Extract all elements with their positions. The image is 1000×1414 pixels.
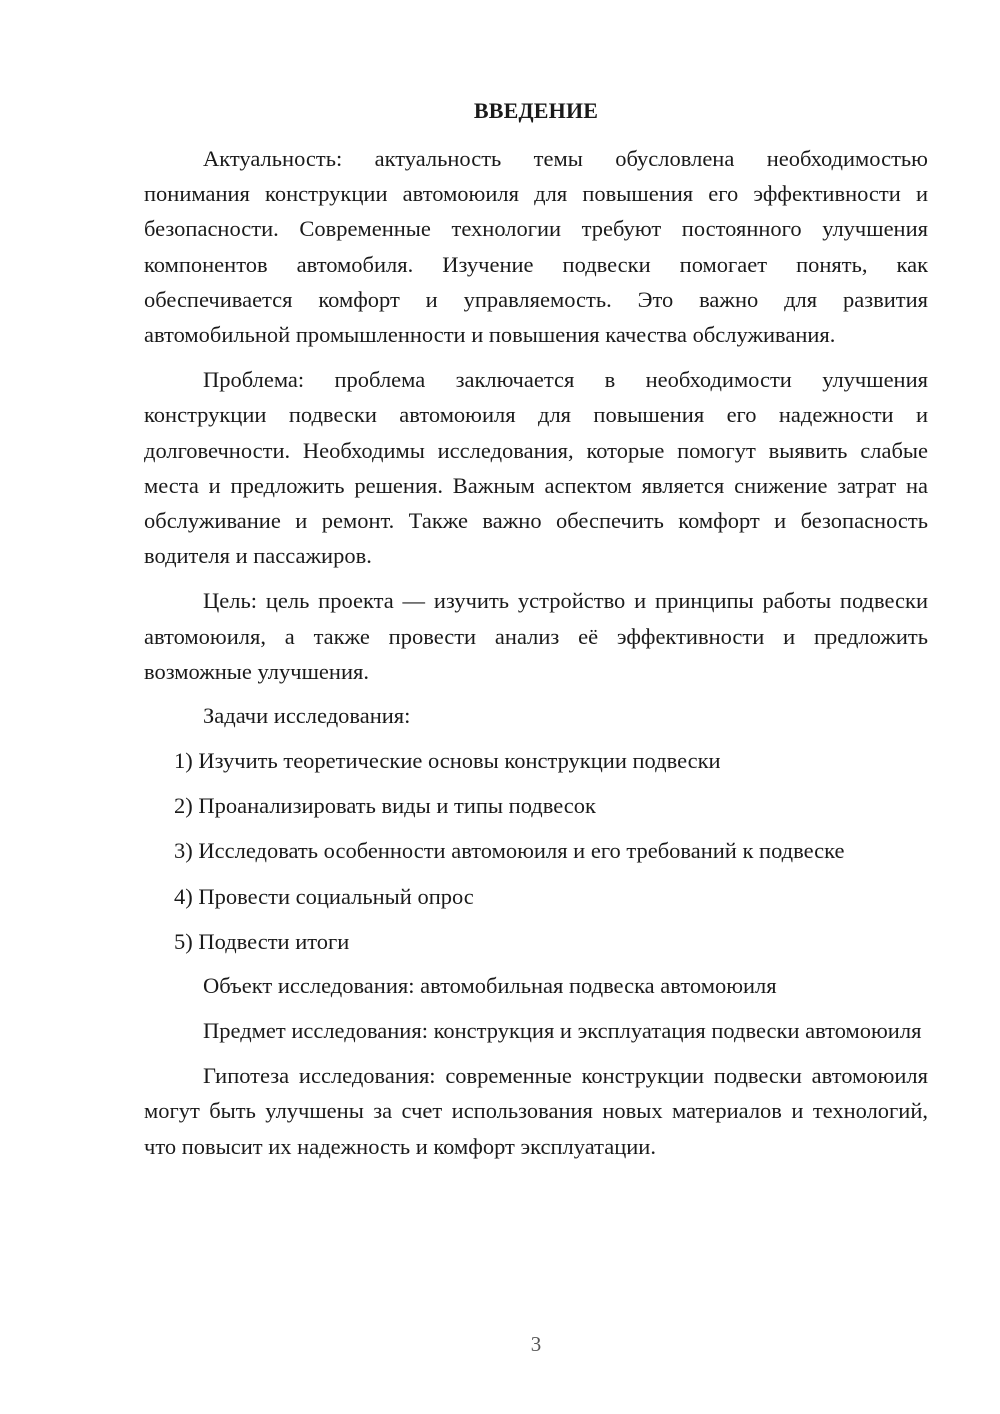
task-item-1: 1) Изучить теоретические основы конструкции подвески [174, 748, 721, 774]
relevance-paragraph: Актуальность: актуальность темы обусловлена необходимостью понимания конструкции автомоюиля для повышения его эффективности и безопасности. Современные технологии требуют постоянного улучшения компонентов автомобиля. Изучение подвески помогает понять, как обеспечивается комфорт и управляемость. Это важно для развития автомобильной промышленности и повышения качества обслуживания. [144, 146, 928, 348]
goal-paragraph: Цель: цель проекта — изучить устройство и принципы работы подвески автомоюиля, а также провести анализ её эффективности и предложить возможные улучшения. [144, 588, 928, 684]
document-body [144, 141, 928, 1164]
problem-paragraph: Проблема: проблема заключается в необходимости улучшения конструкции подвески автомоюиля для повышения его надежности и долговечности. Необходимы исследования, которые помогут выявить слабые места и предложить решения. Важным аспектом является снижение затрат на обслуживание и ремонт. Также важно обеспечить комфорт и безопасность водителя и пассажиров. [144, 367, 928, 569]
tasks-heading: Задачи исследования: [203, 703, 411, 729]
task-item-5: 5) Подвести итоги [174, 928, 350, 954]
object-paragraph: Объект исследования: автомобильная подвеска автомоюиля [203, 973, 777, 999]
page-title: ВВЕДЕНИЕ [473, 98, 599, 123]
task-item-4: 4) Провести социальный опрос [174, 883, 474, 909]
task-item-2: 2) Проанализировать виды и типы подвесок [174, 793, 596, 819]
page-number: 3 [530, 1332, 542, 1356]
subject-paragraph: Предмет исследования: конструкция и эксплуатация подвески автомоюиля [203, 1018, 922, 1044]
task-item-3: 3) Исследовать особенности автомоюиля и его требований к подвеске [174, 838, 845, 864]
hypothesis-paragraph: Гипотеза исследования: современные конструкции подвески автомоюиля могут быть улучшены за счет использования новых материалов и технологий, что повысит их надежность и комфорт эксплуатации. [144, 1063, 928, 1159]
